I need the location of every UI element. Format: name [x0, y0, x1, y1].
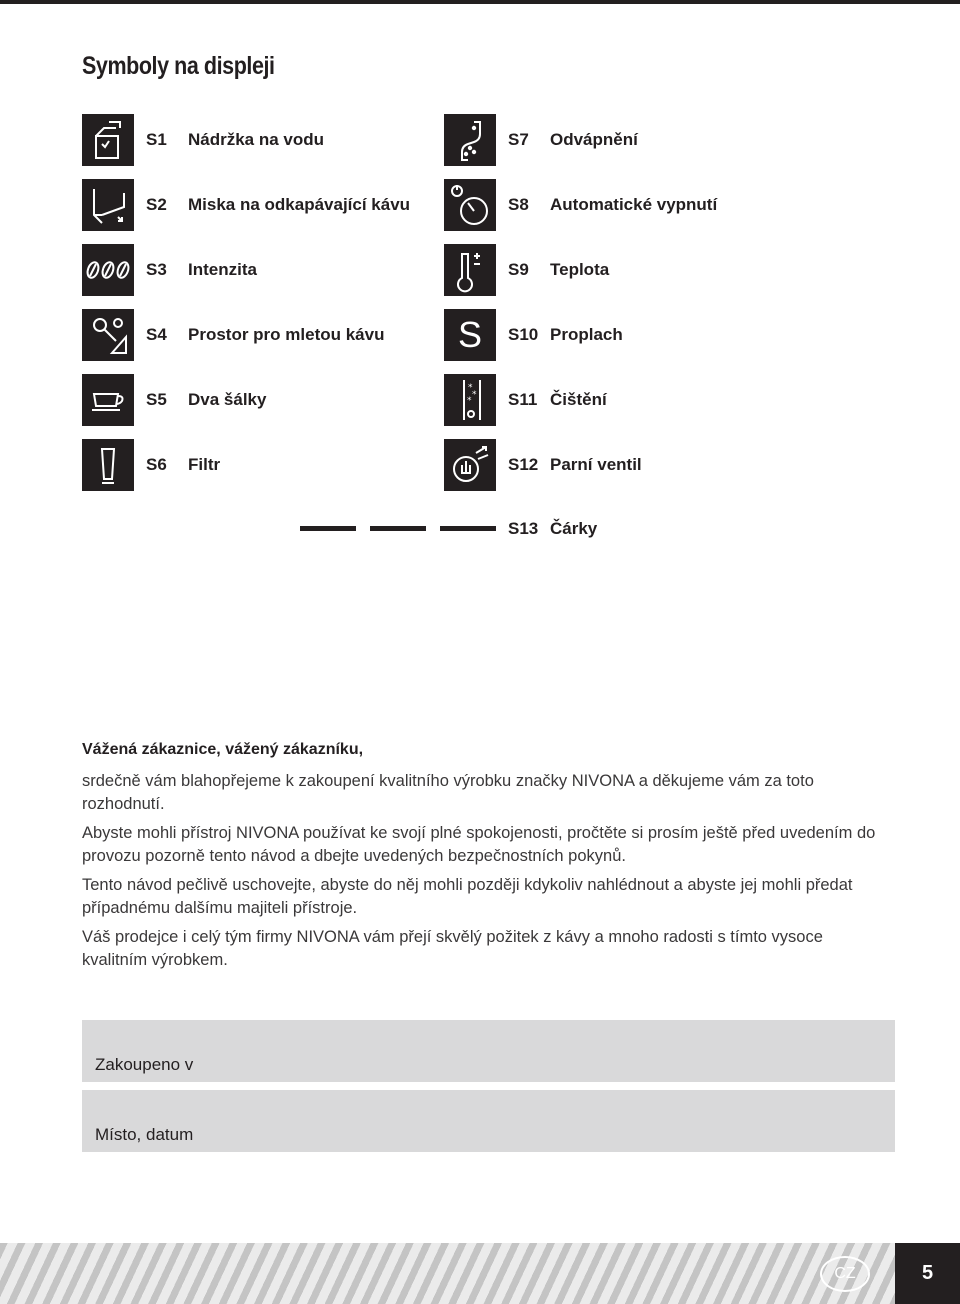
page-number: 5	[921, 1262, 934, 1284]
descale-icon	[444, 114, 496, 166]
body-paragraph: Váš prodejce i celý tým firmy NIVONA vám přejí skvělý požitek z kávy a mnoho radosti s tímto vysoce kvalitním výrobkem.	[82, 928, 823, 969]
language-badge: CZ	[820, 1256, 870, 1292]
symbol-label: Filtr	[188, 455, 221, 474]
drip-tray-icon	[82, 179, 134, 231]
symbol-label: Proplach	[550, 325, 623, 344]
coffee-beans-icon	[82, 244, 134, 296]
svg-text:*: *	[468, 383, 473, 393]
svg-text:*: *	[467, 396, 472, 406]
symbol-label: Intenzita	[188, 260, 257, 279]
symbol-row-s13	[444, 503, 744, 555]
body-paragraph: Abyste mohli přístroj NIVONA používat ke svojí plné spokojenosti, pročtěte si prosím ještě před uvedením do provozu pozorně tento návod a dbejte uvedených bezpečnostních pokynů.	[82, 824, 876, 865]
place-date-field[interactable]	[82, 1090, 895, 1152]
place-date-label: Místo, datum	[95, 1125, 194, 1144]
greeting-heading: Vážená zákaznice, vážený zákazníku,	[82, 741, 364, 758]
page-title: Symboly na displeji	[82, 52, 275, 80]
svg-text:*: *	[472, 390, 477, 400]
rinse-icon	[444, 309, 496, 361]
symbol-code: S6	[146, 455, 167, 474]
purchased-at-label: Zakoupeno v	[95, 1055, 194, 1074]
filter-icon	[82, 439, 134, 491]
symbol-label: Parní ventil	[550, 455, 642, 474]
body-paragraph: srdečně vám blahopřejeme k zakoupení kvalitního výrobku značky NIVONA a děkujeme vám za toto rozhodnutí.	[82, 772, 814, 813]
symbol-code: S8	[508, 195, 529, 214]
symbol-code: S9	[508, 260, 529, 279]
symbol-label: Čárky	[550, 519, 598, 538]
top-rule	[0, 0, 960, 4]
dash-mark	[300, 526, 356, 531]
symbol-label: Čištění	[550, 390, 607, 409]
steam-valve-icon	[444, 439, 496, 491]
cleaning-icon	[444, 374, 496, 426]
symbol-label: Dva šálky	[188, 390, 267, 409]
purchased-at-field[interactable]	[82, 1020, 895, 1082]
symbol-code: S5	[146, 390, 167, 409]
body-paragraph: Tento návod pečlivě uschovejte, abyste do něj mohli později kdykoliv nahlédnout a abyste jej mohli předat případnému dalšímu majiteli přístroje.	[82, 876, 853, 917]
symbol-code: S12	[508, 455, 539, 474]
symbol-label: Automatické vypnutí	[550, 195, 718, 214]
symbol-code: S1	[146, 130, 167, 149]
symbol-label: Teplota	[550, 260, 610, 279]
symbol-code: S7	[508, 130, 529, 149]
symbol-code: S3	[146, 260, 167, 279]
symbol-label: Nádržka na vodu	[188, 130, 325, 149]
dash-mark	[370, 526, 426, 531]
symbol-code: S13	[508, 519, 539, 538]
symbol-label: Prostor pro mletou kávu	[188, 325, 385, 344]
symbol-code: S10	[508, 325, 539, 344]
symbol-code: S11	[508, 390, 538, 409]
footer-pattern-band	[0, 1243, 895, 1304]
auto-off-timer-icon	[444, 179, 496, 231]
cup-icon	[82, 374, 134, 426]
water-tank-icon	[82, 114, 134, 166]
symbol-label: Miska na odkapávající kávu	[188, 195, 411, 214]
page-number-box	[895, 1243, 960, 1304]
rinse-glyph: S	[457, 314, 482, 355]
symbol-code: S2	[146, 195, 167, 214]
thermometer-icon	[444, 244, 496, 296]
symbol-label: Odvápnění	[550, 130, 638, 149]
ground-coffee-icon	[82, 309, 134, 361]
symbol-code: S4	[146, 325, 167, 344]
